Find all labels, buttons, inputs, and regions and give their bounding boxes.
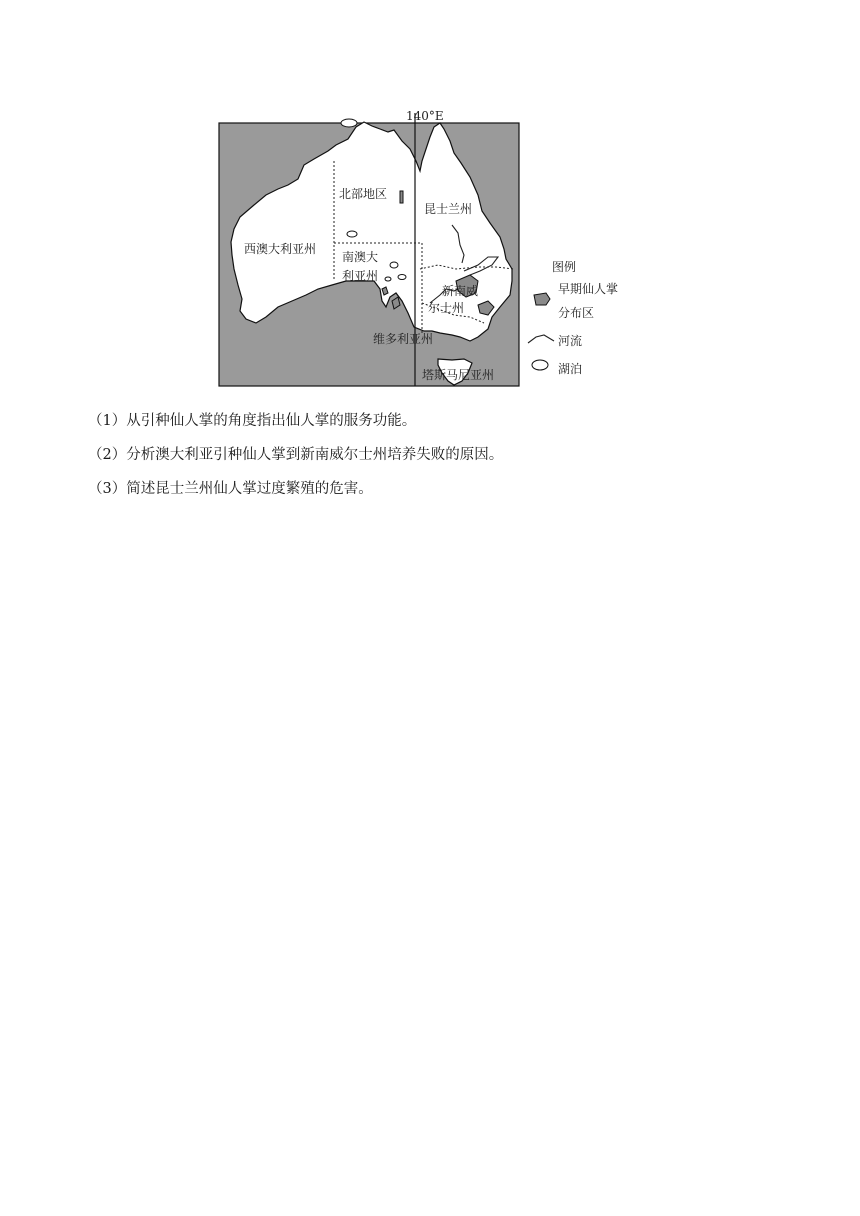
- legend-cactus-swatch: [534, 293, 550, 305]
- label-western-australia: 西澳大利亚州: [244, 242, 317, 256]
- label-nsw-line2: 尔士州: [428, 301, 465, 315]
- question-list: [88, 404, 788, 506]
- legend-title: 图例: [552, 260, 577, 274]
- label-northern-territory: 北部地区: [339, 187, 388, 201]
- legend-lake: 湖泊: [558, 362, 583, 376]
- legend-river: 河流: [558, 334, 583, 348]
- label-south-australia-line1: 南澳大: [342, 250, 379, 264]
- australia-map-figure: [216, 105, 656, 390]
- question-1: （1）从引种仙人掌的角度指出仙人掌的服务功能。: [88, 413, 417, 429]
- map-legend: [528, 259, 618, 376]
- label-queensland: 昆士兰州: [424, 202, 473, 216]
- label-victoria: 维多利亚州: [373, 332, 434, 346]
- meridian-label: 140°E: [406, 109, 444, 123]
- australia-map: [216, 105, 656, 390]
- label-nsw-line1: 新南威: [442, 284, 479, 298]
- island: [341, 119, 357, 127]
- question-3: （3）简述昆士兰州仙人掌过度繁殖的危害。: [88, 481, 373, 497]
- legend-cactus-line2: 分布区: [558, 306, 595, 320]
- label-south-australia-line2: 利亚州: [342, 269, 379, 283]
- legend-river-swatch: [528, 335, 554, 343]
- label-tasmania: 塔斯马尼亚州: [422, 368, 495, 382]
- legend-cactus-line1: 早期仙人掌: [558, 282, 619, 296]
- legend-lake-swatch: [532, 360, 548, 370]
- question-2: （2）分析澳大利亚引种仙人掌到新南威尔士州培养失败的原因。: [88, 447, 504, 463]
